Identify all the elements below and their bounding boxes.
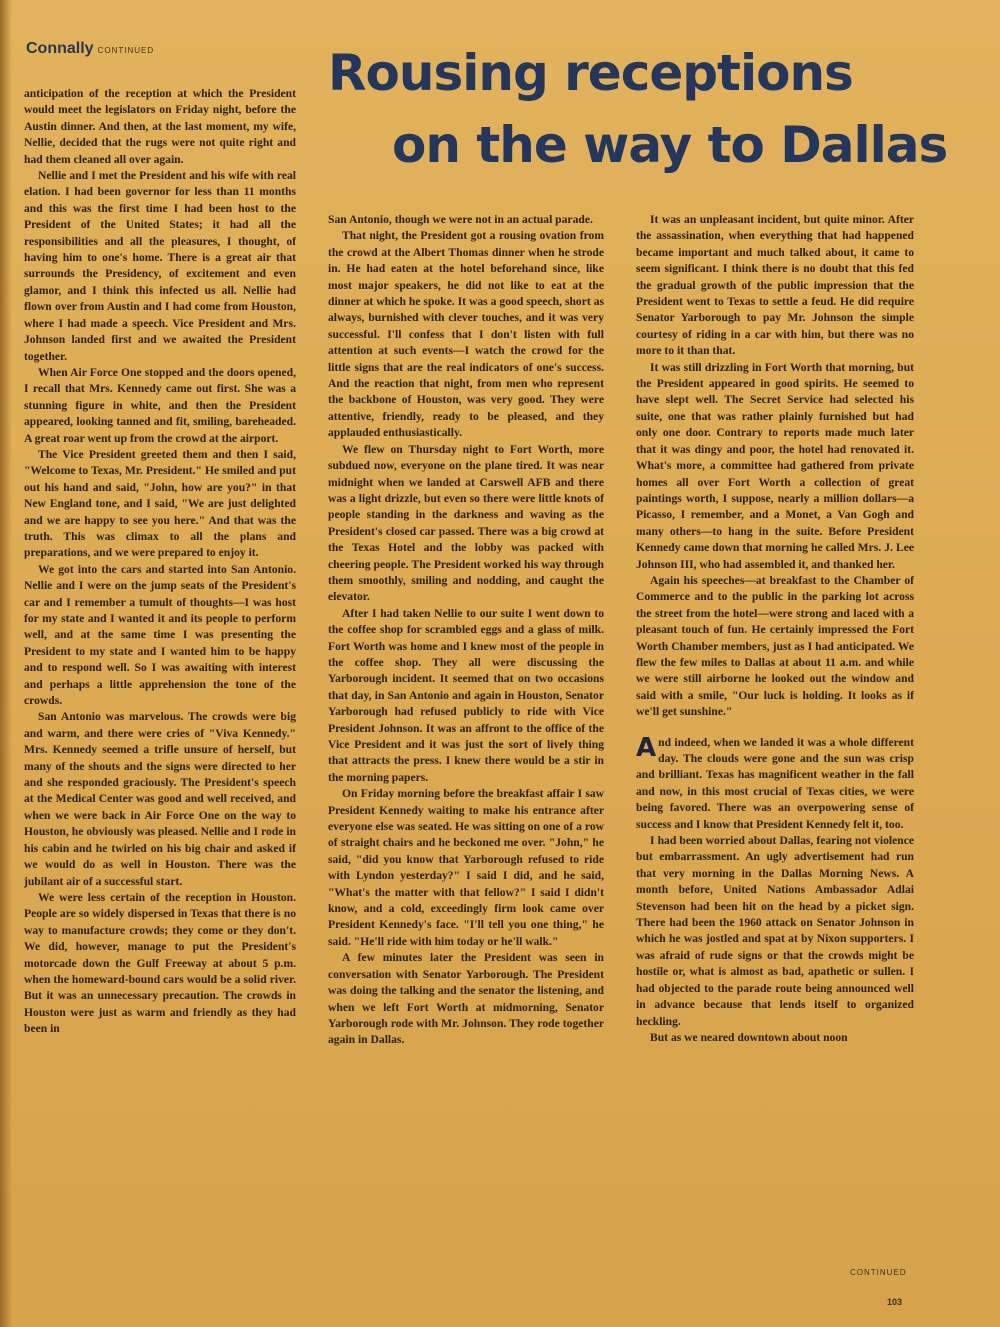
paragraph: On Friday morning before the breakfast affair I saw President Kennedy waiting to make his entrance after everyone else was seated. He was sitting on one of a row of straight chairs and he beckoned me over. "John," he said, "did you know that Yarborough refused to ride with Lyndon yesterday?" I said I did, and he said, "What's the matter with that fellow?" I said I didn't know, and a cold, exceedingly firm look came over President Kennedy's face. "I'll tell you one thing," he said. "He'll ride with him today or he'll walk." (328, 787, 604, 948)
paragraph: San Antonio, though we were not in an actual parade. (328, 213, 593, 226)
paragraph-text: nd indeed, when we landed it was a whole different day. The clouds were gone and the sun was crisp and brilliant. Texas has magnificent weather in the fall and now, in this most crucial of Texas cities, we were being favored. There was an overpowering sense of success and I know that President Kennedy felt it, too. (636, 735, 914, 831)
section-break-paragraph (636, 732, 914, 833)
paragraph: We were less certain of the reception in Houston. People are so widely dispersed in Texas that there is no way to manufacture crowds; they come or they don't. We did, however, manage to put the President's motorcade down the Gulf Freeway at about 5 p.m. when the homeward-bound cars would be a solid river. But it was an unnecessary precaution. The crowds in Houston were just as warm and friendly as they had been in (24, 890, 296, 1036)
paragraph: When Air Force One stopped and the doors opened, I recall that Mrs. Kennedy came out first. She was a stunning figure in white, and then the President appeared, looking tanned and fit, smiling, bareheaded. A great roar went up from the crowd at the airport. (24, 365, 296, 445)
paragraph: We got into the cars and started into San Antonio. Nellie and I were on the jump seats of the President's car and I remember a tumult of thoughts—I was host for my state and I wanted it and its people to perform well, and at the same time I was presenting the President to my state and I wanted him to be happy and to respond well. So I was awaiting with interest and perhaps a little apprehension the tone of the crowds. (24, 562, 296, 708)
running-head-continued: CONTINUED (97, 46, 155, 55)
paragraph: San Antonio was marvelous. The crowds were big and warm, and there were cries of "Viva Kennedy." Mrs. Kennedy seemed a trifle unsure of herself, but many of the shouts and the signs were directed to her and she responded graciously. The President's speech at the Medical Center was good and well received, and when we were back in Air Force One on the way to Houston, he obviously was pleased. Nellie and I rode in his cabin and he twirled on his big chair and asked if we would do as well in Houston. There was the jubilant air of a successful start. (24, 710, 296, 888)
paragraph: Again his speeches—at breakfast to the Chamber of Commerce and to the public in the parking lot across the street from the hotel—were strong and laced with a pleasant touch of fun. He certainly impressed the Fort Worth Chamber members, just as I had anticipated. We flew the few miles to Dallas at about 11 a.m. and while we were still airborne he looked out the window and said with a smile, "Our luck is holding. It looks as if we'll get sunshine." (636, 573, 914, 719)
text-column-2 (328, 212, 604, 1049)
page-number: 103 (887, 1297, 903, 1307)
text-column-1 (24, 86, 296, 1038)
paragraph: It was still drizzling in Fort Worth that morning, but the President appeared in good spirits. He seemed to have slept well. The Secret Service had selected his suite, one that was rather plainly furnished but had only one door. Contrary to reports made much later that it was dingy and poor, the hotel had renovated it. What's more, a committee had gathered from private homes all over Fort Worth a collection of great paintings worth, I suppose, nearly a million dollars—a Picasso, I remember, and a Monet, a Van Gogh and many others—to hang in the suite. Before President Kennedy came down that morning he called Mrs. J. Lee Johnson III, who had assembled it, and thanked her. (636, 360, 914, 571)
headline-line-2: on the way to Dallas (392, 116, 948, 174)
paragraph: The Vice President greeted them and then I said, "Welcome to Texas, Mr. President." He smiled and put out his hand and said, "John, how are you?" in that New England tone, and I said, "We are just delighted and we are happy to see you here." And that was the truth. This was climax to all the plans and preparations, and we were prepared to enjoy it. (24, 447, 296, 560)
continued-label: CONTINUED (850, 1268, 907, 1277)
paragraph: I had been worried about Dallas, fearing not violence but embarrassment. An ugly advertisement had run that very morning in the Dallas Morning News. A month before, United Nations Ambassador Adlai Stevenson had been hit on the head by a picket sign. There had been the 1960 attack on Senator Johnson in which he was jostled and spat at by Nixon supporters. I was afraid of rude signs or that the crowds might be hostile or, what is almost as bad, apathetic or sullen. I had objected to the parade route being announced well in advance because that lends itself to organized heckling. (636, 834, 914, 1028)
drop-cap: A (636, 732, 657, 763)
running-head (26, 40, 154, 58)
paragraph: After I had taken Nellie to our suite I went down to the coffee shop for scrambled eggs and a glass of milk. Fort Worth was home and I knew most of the people in the coffee shop. They all were discussing the Yarborough incident. It seemed that on two occasions that day, in San Antonio and again in Houston, Senator Yarborough had refused publicly to ride with Vice President Johnson. It was an affront to the office of the Vice President and it was just the sort of lively thing that attracts the press. I knew there would be a stir in the morning papers. (328, 606, 604, 784)
paragraph: A few minutes later the President was seen in conversation with Senator Yarborough. The President was doing the talking and the senator the listening, and when we left Fort Worth at midmorning, Senator Yarborough rode with Mr. Johnson. They rode together again in Dallas. (328, 951, 604, 1047)
paragraph: But as we neared downtown about noon (650, 1030, 848, 1044)
paragraph: anticipation of the reception at which the President would meet the legislators on Friday night, before the Austin dinner. And then, at the last moment, my wife, Nellie, decided that the rugs were not quite right and had them cleaned all over again. (24, 87, 296, 166)
article-headline (318, 44, 968, 174)
page-gutter-shadow (0, 0, 12, 1327)
headline-line-1: Rousing receptions (328, 44, 853, 102)
paragraph: We flew on Thursday night to Fort Worth, more subdued now, everyone on the plane tired. It was near midnight when we landed at Carswell AFB and there was a light drizzle, but even so there were little knots of people standing in the darkness and waving as the President's closed car passed. There was a big crowd at the Texas Hotel and the lobby was packed with cheering people. The President worked his way through them smoothly, smiling and nodding, and caught the elevator. (328, 442, 604, 604)
paragraph: Nellie and I met the President and his wife with real elation. I had been governor for less than 11 months and this was the first time I had been host to the President of the United States; it had all the responsibilities and all the pleasures, I thought, of having him to one's home. There is a great air that surrounds the Presidency, of excitement and even glamor, and I think this infected us all. Nellie had flown over from Austin and I had come from Houston, where I had made a speech. Vice President and Mrs. Johnson landed first and we awaited the President together. (24, 169, 296, 363)
paragraph: That night, the President got a rousing ovation from the crowd at the Albert Thomas dinner when he strode in. He had eaten at the hotel beforehand since, like most major speakers, he did not like to eat at the dinner at which he spoke. It was a good speech, short as always, burnished with clever touches, and it was very successful. I'll confess that I don't listen with full attention at such events—I watch the crowd for the little signs that are the real indicators of one's success. And the reaction that night, from men who represent the backbone of Houston, was very good. They were attentive, friendly, ready to be pleased, and they applauded enthusiastically. (328, 229, 604, 440)
running-head-title: Connally (26, 40, 94, 57)
paragraph: It was an unpleasant incident, but quite minor. After the assassination, when everything that had happened became important and much talked about, it came to seem significant. I think there is no doubt that this fed the gradual growth of the public impression that the President went to Texas to settle a feud. He did require Senator Yarborough to pay Mr. Johnson the simple courtesy of riding in a car with him, but there was no more to it than that. (636, 213, 914, 358)
text-column-3 (636, 212, 914, 1046)
